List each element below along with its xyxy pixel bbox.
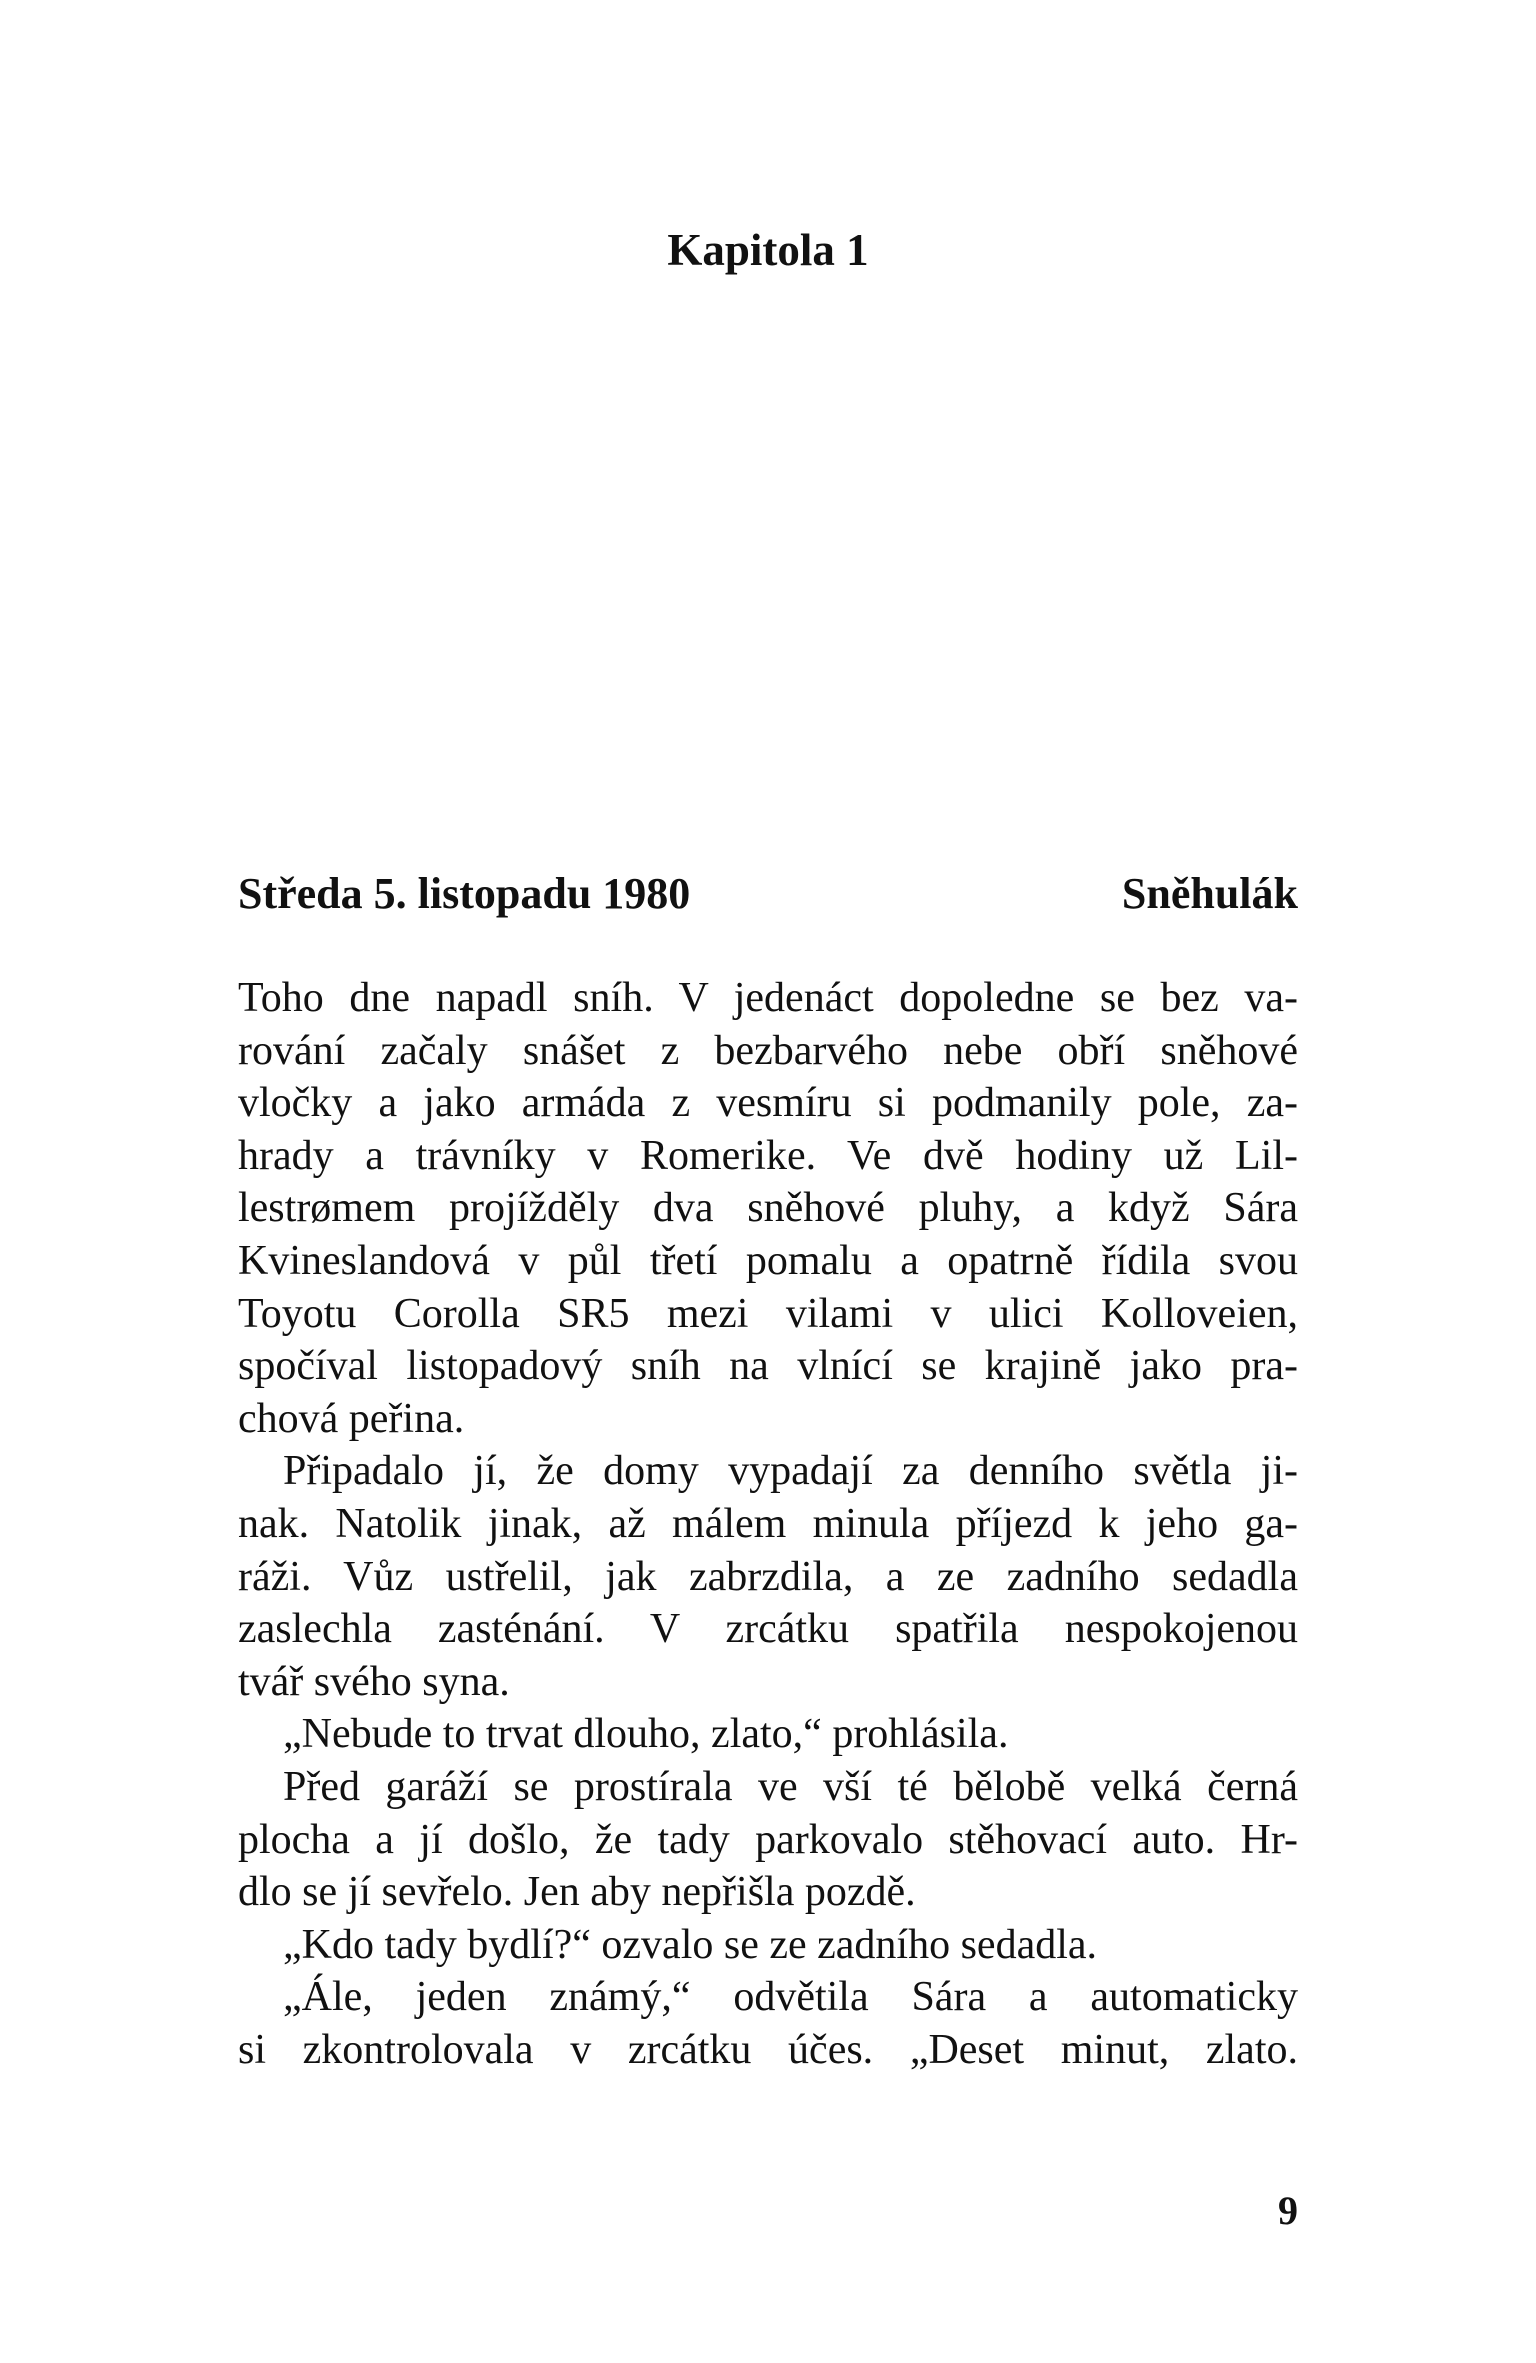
text-line: tvář svého syna. <box>238 1658 510 1705</box>
text-line: Toho dne napadl sníh. V jedenáct dopoledne se bez va- <box>238 975 1298 1021</box>
text-line: plocha a jí došlo, že tady parkovalo stěhovací auto. Hr- <box>238 1816 1298 1863</box>
text-line: hrady a trávníky v Romerike. Ve dvě hodiny už Lil- <box>238 1132 1298 1179</box>
text-line: rování začaly snášet z bezbarvého nebe obří sněhové <box>238 1027 1298 1074</box>
text-line: Toyotu Corolla SR5 mezi vilami v ulici Kolloveien, <box>238 1290 1298 1337</box>
section-header <box>238 866 1298 922</box>
text-line: lestrømem projížděly dva sněhové pluhy, a když Sára <box>238 1185 1298 1232</box>
text-line: Připadalo jí, že domy vypadají za denního světla ji- <box>283 1448 1298 1495</box>
text-line: spočíval listopadový sníh na vlnící se krajině jako pra- <box>238 1343 1298 1390</box>
section-date: Středa 5. listopadu 1980 <box>238 869 691 918</box>
chapter-title: Kapitola 1 <box>667 225 869 275</box>
body-text <box>238 972 1298 2076</box>
text-line: Před garáží se prostírala ve vší té bělobě velká černá <box>283 1763 1298 1810</box>
text-line: „Nebude to trvat dlouho, zlato,“ prohlásila. <box>283 1711 1009 1758</box>
section-title: Sněhulák <box>1121 869 1298 918</box>
text-line: Kvineslandová v půl třetí pomalu a opatrně řídila svou <box>238 1237 1298 1284</box>
text-line: „Ále, jeden známý,“ odvětila Sára a automaticky <box>283 1974 1298 2021</box>
text-line: vločky a jako armáda z vesmíru si podmanily pole, za- <box>238 1080 1298 1127</box>
text-line: chová peřina. <box>238 1395 465 1442</box>
text-line: nak. Natolik jinak, až málem minula příjezd k jeho ga- <box>238 1500 1298 1547</box>
text-line: zaslechla zasténání. V zrcátku spatřila nespokojenou <box>238 1606 1298 1653</box>
text-line: „Kdo tady bydlí?“ ozvalo se ze zadního sedadla. <box>283 1921 1098 1968</box>
text-line: si zkontrolovala v zrcátku účes. „Deset minut, zlato. <box>238 2026 1298 2073</box>
page-number: 9 <box>1278 2188 1298 2233</box>
text-line: ráži. Vůz ustřelil, jak zabrzdila, a ze zadního sedadla <box>238 1553 1298 1600</box>
text-line: dlo se jí sevřelo. Jen aby nepřišla pozdě. <box>238 1869 916 1916</box>
